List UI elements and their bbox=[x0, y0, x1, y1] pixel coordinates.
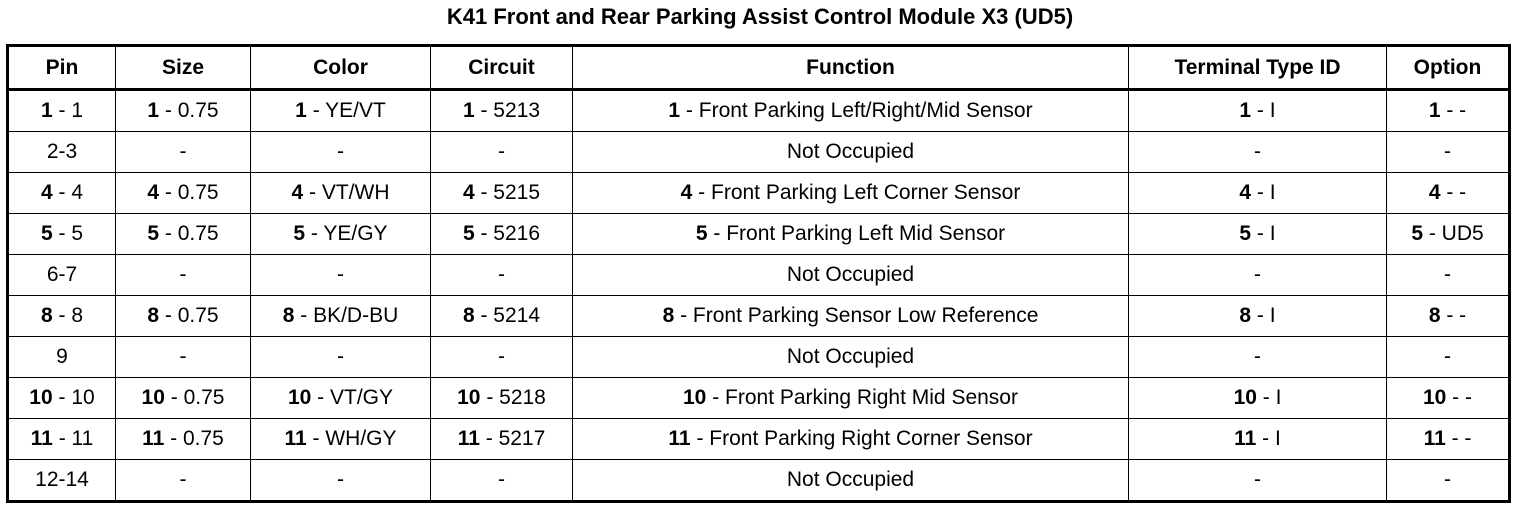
cell-size bbox=[116, 255, 251, 296]
cell-color bbox=[251, 132, 431, 173]
cell-value: - VT/GY bbox=[311, 386, 394, 409]
cell-function bbox=[573, 296, 1129, 337]
cell-value: - bbox=[1444, 468, 1451, 491]
column-header-option: Option bbox=[1387, 46, 1510, 90]
cell-pin bbox=[8, 419, 116, 460]
cell-value: - 5218 bbox=[480, 386, 546, 409]
cell-circuit bbox=[431, 419, 573, 460]
cell-key-number: 1 bbox=[668, 99, 681, 122]
cell-value: - Front Parking Sensor Low Reference bbox=[674, 304, 1039, 327]
cell-color bbox=[251, 337, 431, 378]
cell-value: - I bbox=[1251, 99, 1276, 122]
cell-value: - bbox=[498, 140, 505, 163]
cell-function bbox=[573, 337, 1129, 378]
table-row bbox=[8, 337, 1510, 378]
cell-key-number: 10 bbox=[1233, 386, 1257, 409]
cell-key-number: 10 bbox=[287, 386, 312, 409]
cell-value: - 1 bbox=[52, 99, 84, 122]
cell-key-number: 5 bbox=[1411, 222, 1423, 245]
cell-key-number: 8 bbox=[1428, 304, 1441, 327]
cell-pin bbox=[8, 255, 116, 296]
cell-circuit bbox=[431, 337, 573, 378]
cell-value: - Front Parking Left Mid Sensor bbox=[707, 222, 1006, 245]
cell-value: - UD5 bbox=[1423, 222, 1484, 245]
cell-color bbox=[251, 296, 431, 337]
cell-value: - bbox=[498, 263, 505, 286]
cell-terminal-type-id bbox=[1129, 173, 1387, 214]
cell-key-number: 4 bbox=[147, 181, 160, 204]
cell-value: - bbox=[498, 468, 505, 491]
cell-terminal-type-id bbox=[1129, 337, 1387, 378]
table-row bbox=[8, 378, 1510, 419]
cell-value: - bbox=[337, 345, 344, 368]
cell-key-number: 11 bbox=[30, 427, 53, 450]
table-row bbox=[8, 296, 1510, 337]
cell-value: 12-14 bbox=[35, 468, 89, 491]
cell-value: - - bbox=[1445, 427, 1472, 450]
cell-key-number: 10 bbox=[683, 386, 707, 409]
cell-key-number: 8 bbox=[462, 304, 475, 327]
cell-option bbox=[1387, 460, 1510, 502]
cell-key-number: 8 bbox=[1239, 304, 1252, 327]
cell-key-number: 1 bbox=[147, 99, 160, 122]
cell-pin bbox=[8, 337, 116, 378]
column-header-color: Color bbox=[251, 46, 431, 90]
cell-value: - I bbox=[1256, 386, 1282, 409]
cell-terminal-type-id bbox=[1129, 460, 1387, 502]
cell-value: - I bbox=[1251, 222, 1276, 245]
cell-function bbox=[573, 214, 1129, 255]
cell-value: Not Occupied bbox=[786, 468, 915, 491]
cell-value: - 5213 bbox=[474, 99, 541, 122]
cell-value: - - bbox=[1440, 181, 1467, 204]
cell-key-number: 1 bbox=[1239, 99, 1252, 122]
cell-value: - bbox=[179, 140, 187, 163]
cell-color bbox=[251, 214, 431, 255]
cell-function bbox=[573, 132, 1129, 173]
header-row bbox=[8, 46, 1510, 90]
column-header-terminal-type-id: Terminal Type ID bbox=[1129, 46, 1387, 90]
cell-value: - 11 bbox=[52, 427, 94, 450]
cell-option bbox=[1387, 214, 1510, 255]
cell-value: - bbox=[1254, 345, 1261, 368]
table-title: K41 Front and Rear Parking Assist Control Module X3 (UD5) bbox=[446, 4, 1074, 29]
cell-value: - bbox=[179, 468, 187, 491]
cell-circuit bbox=[431, 173, 573, 214]
cell-terminal-type-id bbox=[1129, 90, 1387, 132]
cell-color bbox=[251, 173, 431, 214]
cell-value: - bbox=[179, 345, 187, 368]
cell-circuit bbox=[431, 296, 573, 337]
cell-value: - 0.75 bbox=[164, 386, 225, 409]
cell-value: - bbox=[1254, 140, 1261, 163]
cell-value: - I bbox=[1256, 427, 1281, 450]
cell-function bbox=[573, 90, 1129, 132]
cell-value: 6-7 bbox=[46, 263, 78, 286]
cell-value: - 0.75 bbox=[159, 222, 219, 245]
cell-key-number: 5 bbox=[462, 222, 475, 245]
table-body bbox=[8, 90, 1510, 502]
cell-circuit bbox=[431, 460, 573, 502]
cell-pin bbox=[8, 214, 116, 255]
cell-value: - - bbox=[1440, 99, 1467, 122]
cell-color bbox=[251, 460, 431, 502]
cell-value: - I bbox=[1251, 304, 1276, 327]
cell-value: 2-3 bbox=[46, 140, 78, 163]
cell-key-number: 5 bbox=[40, 222, 53, 245]
table-row bbox=[8, 132, 1510, 173]
cell-key-number: 5 bbox=[293, 222, 306, 245]
cell-value: Not Occupied bbox=[786, 140, 915, 163]
cell-pin bbox=[8, 132, 116, 173]
cell-key-number: 8 bbox=[282, 304, 295, 327]
cell-color bbox=[251, 419, 431, 460]
cell-value: - bbox=[1254, 263, 1261, 286]
cell-circuit bbox=[431, 378, 573, 419]
cell-key-number: 1 bbox=[40, 99, 53, 122]
cell-circuit bbox=[431, 214, 573, 255]
table-row bbox=[8, 173, 1510, 214]
cell-key-number: 8 bbox=[40, 304, 53, 327]
table-row bbox=[8, 214, 1510, 255]
cell-size bbox=[116, 90, 251, 132]
cell-value: - 8 bbox=[52, 304, 84, 327]
cell-value: - 5214 bbox=[474, 304, 541, 327]
cell-key-number: 8 bbox=[662, 304, 675, 327]
cell-key-number: 1 bbox=[462, 99, 475, 122]
cell-option bbox=[1387, 132, 1510, 173]
cell-value: Not Occupied bbox=[786, 345, 915, 368]
cell-option bbox=[1387, 173, 1510, 214]
cell-value: - BK/D-BU bbox=[294, 304, 399, 327]
cell-pin bbox=[8, 90, 116, 132]
cell-value: - WH/GY bbox=[306, 427, 397, 450]
cell-size bbox=[116, 132, 251, 173]
cell-circuit bbox=[431, 132, 573, 173]
cell-option bbox=[1387, 296, 1510, 337]
cell-value: - bbox=[179, 263, 187, 286]
cell-value: - - bbox=[1440, 304, 1467, 327]
cell-key-number: 10 bbox=[457, 386, 481, 409]
column-header-pin: Pin bbox=[8, 46, 116, 90]
cell-function bbox=[573, 378, 1129, 419]
cell-value: - bbox=[1254, 468, 1261, 491]
cell-value: - YE/VT bbox=[306, 99, 386, 122]
cell-key-number: 10 bbox=[1422, 386, 1447, 409]
column-header-circuit: Circuit bbox=[431, 46, 573, 90]
cell-size bbox=[116, 378, 251, 419]
cell-value: - 5216 bbox=[474, 222, 541, 245]
cell-value: - bbox=[337, 263, 344, 286]
cell-value: - bbox=[1444, 140, 1451, 163]
cell-terminal-type-id bbox=[1129, 419, 1387, 460]
cell-value: - bbox=[1444, 345, 1451, 368]
cell-value: - VT/WH bbox=[303, 181, 390, 204]
cell-terminal-type-id bbox=[1129, 132, 1387, 173]
cell-key-number: 5 bbox=[147, 222, 160, 245]
cell-terminal-type-id bbox=[1129, 378, 1387, 419]
cell-value: - 5 bbox=[52, 222, 84, 245]
connector-pinout-table bbox=[6, 44, 1511, 503]
cell-color bbox=[251, 378, 431, 419]
cell-value: - 10 bbox=[52, 386, 95, 409]
cell-terminal-type-id bbox=[1129, 214, 1387, 255]
cell-color bbox=[251, 255, 431, 296]
cell-value: - YE/GY bbox=[305, 222, 388, 245]
cell-size bbox=[116, 419, 251, 460]
cell-value: - Front Parking Left/Right/Mid Sensor bbox=[680, 99, 1033, 122]
cell-size bbox=[116, 214, 251, 255]
cell-value: - 5215 bbox=[474, 181, 541, 204]
cell-value: - bbox=[337, 140, 344, 163]
cell-circuit bbox=[431, 255, 573, 296]
cell-key-number: 1 bbox=[295, 99, 307, 122]
cell-value: Not Occupied bbox=[786, 263, 915, 286]
cell-function bbox=[573, 419, 1129, 460]
cell-option bbox=[1387, 90, 1510, 132]
table-row bbox=[8, 460, 1510, 502]
cell-value: - 0.75 bbox=[159, 181, 219, 204]
cell-key-number: 11 bbox=[668, 427, 691, 450]
cell-function bbox=[573, 173, 1129, 214]
table-row bbox=[8, 90, 1510, 132]
cell-key-number: 4 bbox=[291, 181, 304, 204]
cell-size bbox=[116, 173, 251, 214]
cell-size bbox=[116, 296, 251, 337]
table-row bbox=[8, 419, 1510, 460]
cell-key-number: 4 bbox=[680, 181, 693, 204]
cell-option bbox=[1387, 378, 1510, 419]
cell-key-number: 11 bbox=[457, 427, 480, 450]
cell-value: - bbox=[337, 468, 344, 491]
cell-function bbox=[573, 460, 1129, 502]
cell-pin bbox=[8, 173, 116, 214]
cell-terminal-type-id bbox=[1129, 296, 1387, 337]
column-header-function: Function bbox=[573, 46, 1129, 90]
cell-option bbox=[1387, 337, 1510, 378]
cell-size bbox=[116, 460, 251, 502]
cell-key-number: 4 bbox=[1239, 181, 1252, 204]
cell-key-number: 10 bbox=[29, 386, 53, 409]
column-header-size: Size bbox=[116, 46, 251, 90]
cell-key-number: 10 bbox=[141, 386, 165, 409]
cell-value: - 4 bbox=[52, 181, 84, 204]
cell-key-number: 8 bbox=[147, 304, 160, 327]
cell-pin bbox=[8, 460, 116, 502]
cell-value: - Front Parking Right Mid Sensor bbox=[706, 386, 1018, 409]
cell-value: - 0.75 bbox=[159, 304, 219, 327]
cell-value: - Front Parking Left Corner Sensor bbox=[692, 181, 1021, 204]
cell-terminal-type-id bbox=[1129, 255, 1387, 296]
cell-value: - 0.75 bbox=[159, 99, 219, 122]
cell-size bbox=[116, 337, 251, 378]
cell-value: - bbox=[1444, 263, 1451, 286]
cell-option bbox=[1387, 255, 1510, 296]
cell-option bbox=[1387, 419, 1510, 460]
cell-key-number: 4 bbox=[462, 181, 475, 204]
cell-function bbox=[573, 255, 1129, 296]
cell-key-number: 4 bbox=[1428, 181, 1441, 204]
cell-key-number: 1 bbox=[1428, 99, 1441, 122]
cell-value: - - bbox=[1446, 386, 1472, 409]
cell-key-number: 11 bbox=[284, 427, 307, 450]
cell-value: - bbox=[498, 345, 505, 368]
cell-value: - Front Parking Right Corner Sensor bbox=[690, 427, 1033, 450]
cell-key-number: 11 bbox=[1423, 427, 1446, 450]
cell-key-number: 5 bbox=[695, 222, 708, 245]
cell-key-number: 11 bbox=[1234, 427, 1257, 450]
cell-pin bbox=[8, 296, 116, 337]
cell-key-number: 4 bbox=[40, 181, 53, 204]
table-row bbox=[8, 255, 1510, 296]
cell-key-number: 5 bbox=[1239, 222, 1252, 245]
cell-value: - 0.75 bbox=[164, 427, 224, 450]
cell-pin bbox=[8, 378, 116, 419]
cell-circuit bbox=[431, 90, 573, 132]
cell-value: 9 bbox=[56, 345, 68, 368]
cell-color bbox=[251, 90, 431, 132]
cell-key-number: 11 bbox=[142, 427, 165, 450]
cell-value: - I bbox=[1251, 181, 1276, 204]
cell-value: - 5217 bbox=[479, 427, 546, 450]
